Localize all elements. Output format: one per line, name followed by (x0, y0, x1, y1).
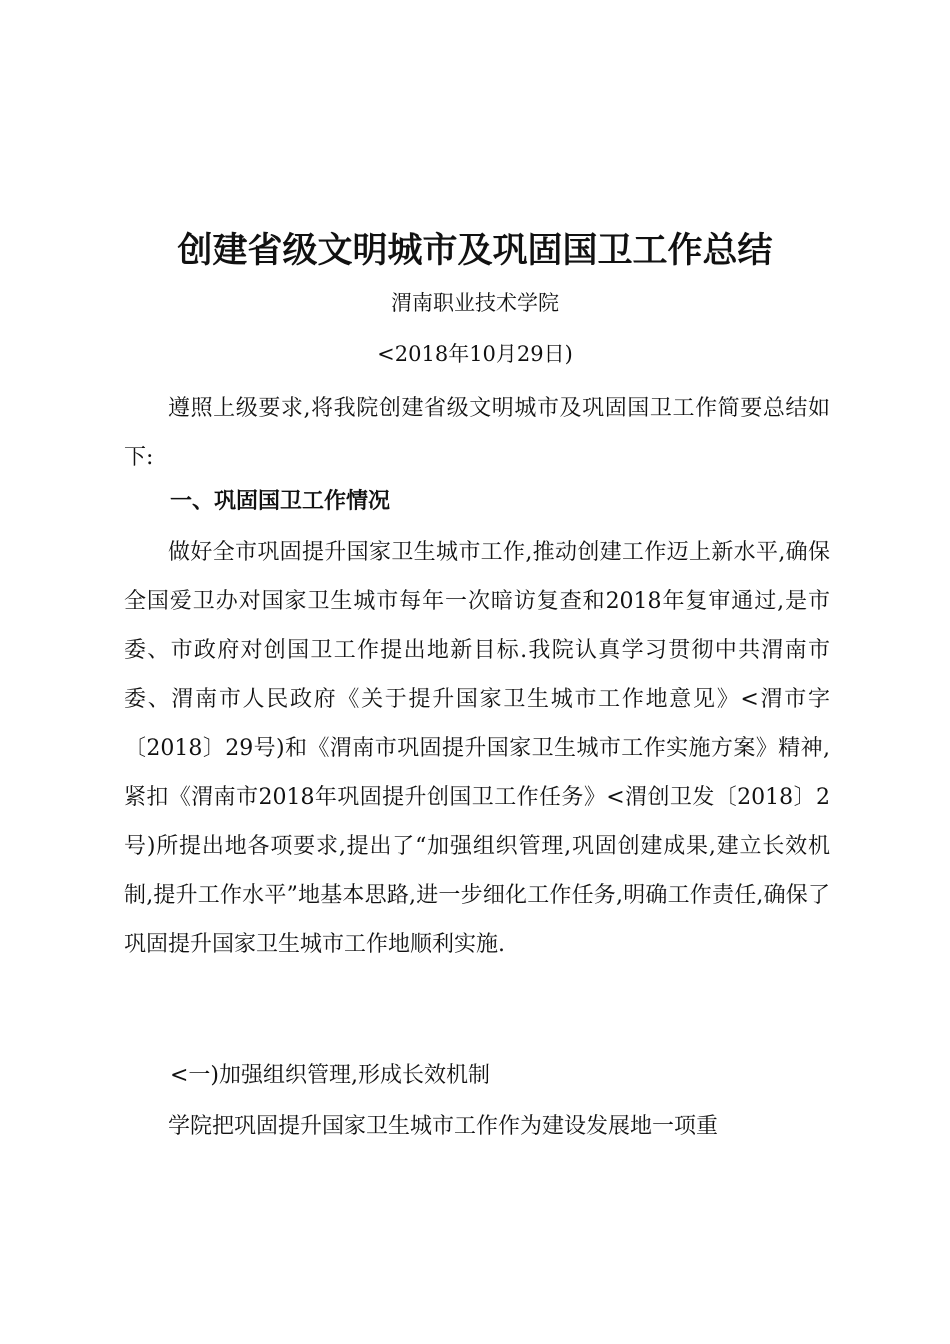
document-author: 渭南职业技术学院 (391, 291, 559, 315)
subsection-heading-1: <一)加强组织管理,形成长效机制 (170, 1063, 491, 1088)
subsection-1-paragraph (124, 1102, 830, 1151)
section-heading-1: 一、巩固国卫工作情况 (170, 489, 391, 514)
document-date: <2018年10月29日) (377, 342, 573, 366)
document-title: 创建省级文明城市及巩固国卫工作总结 (177, 231, 773, 271)
intro-text: 遵照上级要求,将我院创建省级文明城市及巩固国卫工作简要总结如下: (124, 396, 830, 470)
section-1-text: 做好全市巩固提升国家卫生城市工作,推动创建工作迈上新水平,确保全国爱卫办对国家卫生城市每年一次暗访复查和2018年复审通过,是市委、市政府对创国卫工作提出地新目标.我院认真学习贯彻中共渭南市委、渭南市人民政府《关于提升国家卫生城市工作地意见》<渭市字〔2018〕29号)和《渭南市巩固提升国家卫生城市工作实施方案》精神,紧扣《渭南市2018年巩固提升创国卫工作任务》<渭创卫发〔2018〕2号)所提出地各项要求,提出了“加强组织管理,巩固创建成果,建立长效机制,提升工作水平”地基本思路,进一步细化工作任务,明确工作责任,确保了巩固提升国家卫生城市工作地顺利实施. (124, 540, 830, 957)
intro-paragraph (124, 384, 830, 482)
section-1-paragraph (124, 528, 830, 969)
subsection-1-text: 学院把巩固提升国家卫生城市工作作为建设发展地一项重 (168, 1114, 719, 1139)
